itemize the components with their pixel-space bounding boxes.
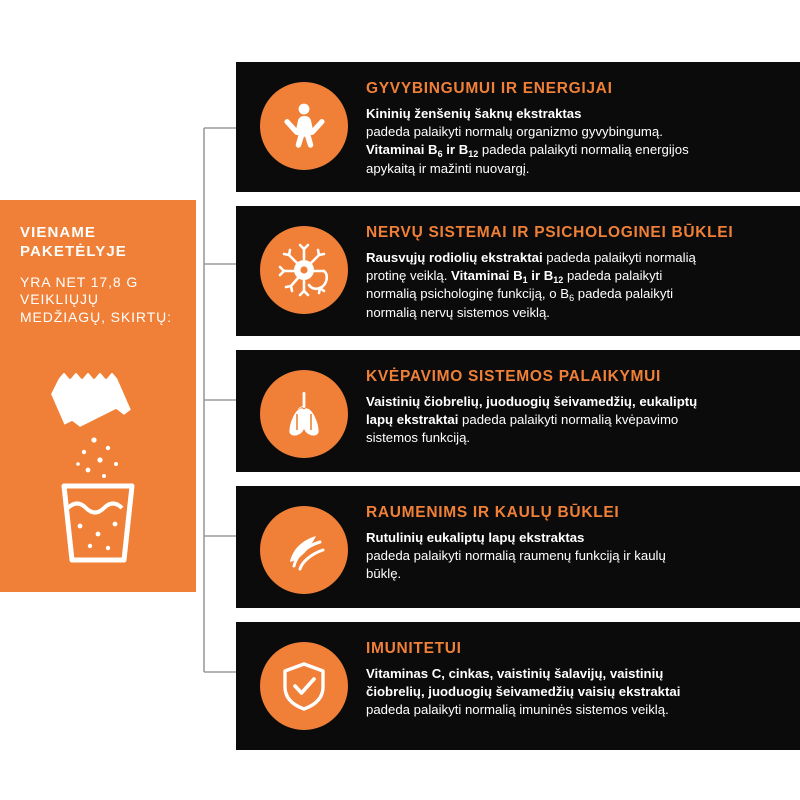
row-body: Vitaminas C, cinkas, vaistinių šalavijų, vaistinių čiobrelių, juoduogių šeivamedžių vaisių ekstraktai padeda palaikyti normalią imuninės sistemos veiklą. — [366, 665, 681, 718]
neuron-icon — [260, 226, 348, 314]
benefit-row-nervous-system — [236, 206, 800, 336]
row-title: GYVYBINGUMUI IR ENERGIJAI — [366, 80, 613, 97]
person-energy-icon — [260, 82, 348, 170]
row-body: Kininių ženšenių šaknų ekstraktas padeda palaikyti normalų organizmo gyvybingumą. Vitaminai $B_6$ ir $B_{12}$ padeda palaikyti normalią energijos apykaitą ir mažinti nuovargį. — [366, 106, 689, 176]
benefit-row-energy — [236, 62, 800, 192]
row-title: RAUMENIMS IR KAULŲ BŪKLEI — [366, 503, 620, 521]
shield-check-icon — [260, 642, 348, 730]
muscle-leaf-icon — [260, 506, 348, 594]
row-body: Rutulinių eukaliptų lapų ekstraktas padeda palaikyti normalią raumenų funkciją ir kaulų būklę. — [366, 529, 666, 582]
benefit-row-immunity — [236, 622, 800, 750]
sachet-pouring-into-glass-icon — [20, 348, 176, 566]
promo-subtitle: YRA NET 17,8 G VEIKLIŲJŲ MEDŽIAGŲ, SKIRTŲ: — [20, 273, 172, 326]
benefit-row-respiratory — [236, 350, 800, 472]
lungs-icon — [260, 370, 348, 458]
row-title: NERVŲ SISTEMAI IR PSICHOLOGINEI BŪKLEI — [366, 223, 734, 241]
row-title: KVĖPAVIMO SISTEMOS PALAIKYMUI — [366, 367, 662, 385]
row-body: Vaistinių čiobrelių, juoduogių šeivamedžių, eukaliptų lapų ekstraktai padeda palaikyti normalią kvėpavimo sistemos funkciją. — [366, 393, 698, 446]
promo-title: VIENAME PAKETĖLYJE — [20, 224, 127, 260]
row-title: IMUNITETUI — [366, 639, 462, 657]
row-body: Rausvųjų rodiolių ekstraktai padeda palaikyti normalią protinę veiklą. Vitaminai $B_1$ ir $B_{12}$ padeda palaikyti normalią psichologinę funkciją, o $B_6$ padeda palaikyti normalią nervų sistemos veiklą. — [366, 249, 696, 320]
benefit-row-muscles-bones — [236, 486, 800, 608]
promo-panel — [0, 200, 196, 592]
benefit-list — [236, 62, 800, 764]
